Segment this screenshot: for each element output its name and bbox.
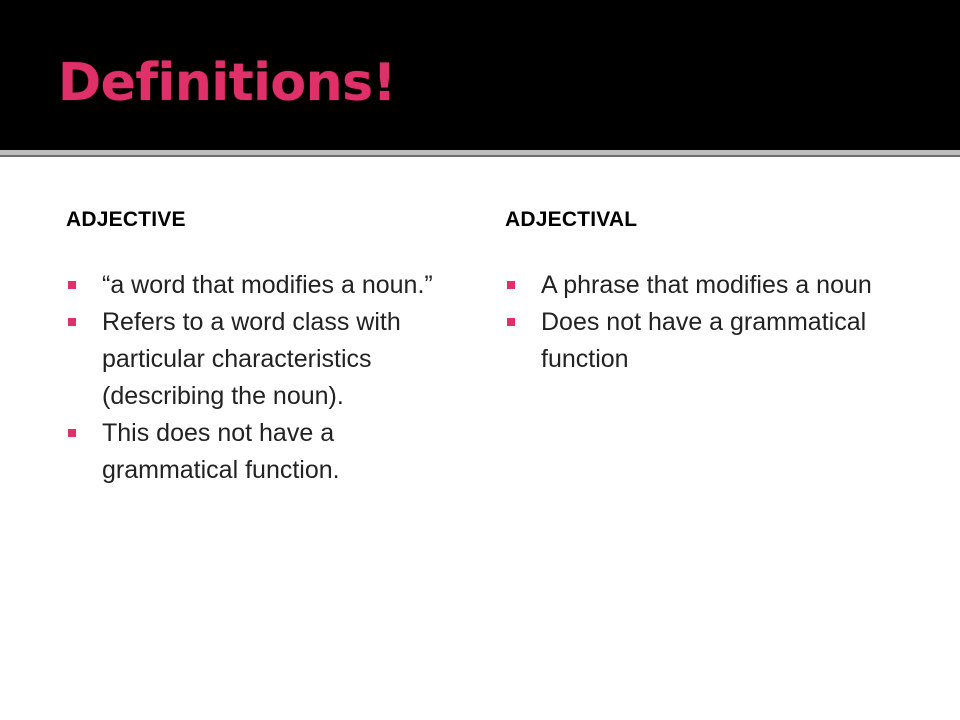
- bullet-text: Refers to a word class with particular characteristics (describing the noun).: [102, 308, 401, 410]
- square-bullet-icon: [68, 281, 76, 289]
- left-column-bullets: [68, 267, 468, 489]
- bullet-item: [68, 304, 468, 415]
- square-bullet-icon: [507, 281, 515, 289]
- bullet-text: Does not have a grammatical function: [541, 308, 867, 373]
- bullet-item: [68, 415, 468, 489]
- square-bullet-icon: [507, 318, 515, 326]
- bullet-item: [507, 267, 907, 304]
- bullet-item: [68, 267, 468, 304]
- bullet-text: “a word that modifies a noun.”: [102, 271, 433, 299]
- bullet-item: [507, 304, 907, 378]
- bullet-text: This does not have a grammatical function.: [102, 419, 340, 484]
- title-divider-shadow: [0, 155, 960, 157]
- left-column-heading: ADJECTIVE: [66, 208, 186, 231]
- right-column-heading: ADJECTIVAL: [505, 208, 638, 231]
- square-bullet-icon: [68, 318, 76, 326]
- slide-title: Definitions!: [58, 53, 396, 113]
- right-column-bullets: [507, 267, 907, 378]
- title-bar: [0, 0, 960, 150]
- bullet-text: A phrase that modifies a noun: [541, 271, 872, 299]
- square-bullet-icon: [68, 429, 76, 437]
